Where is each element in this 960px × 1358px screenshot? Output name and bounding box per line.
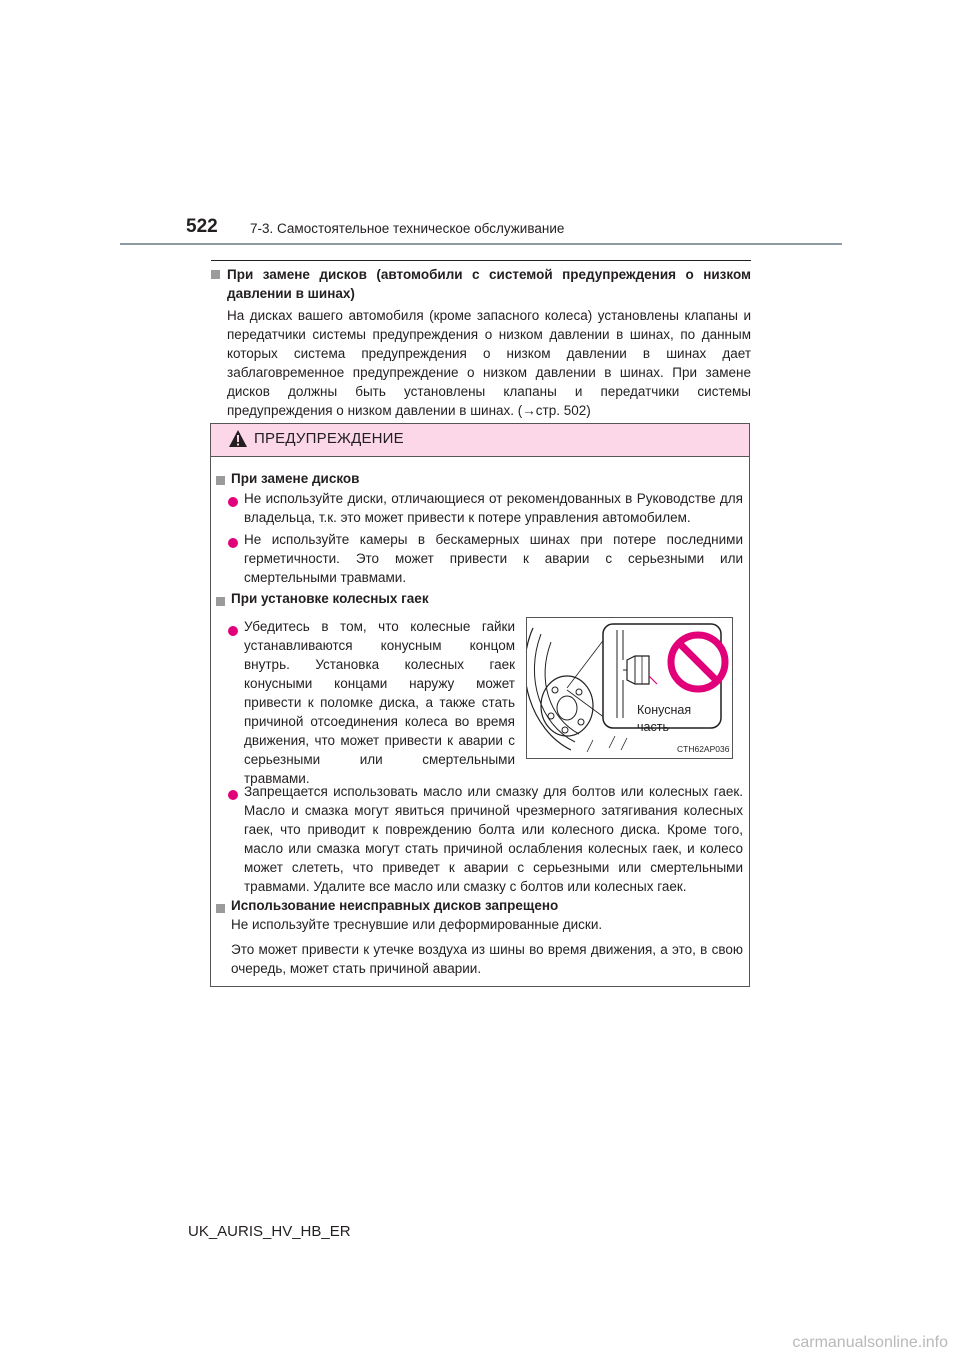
s3-p2-line: очередь, может стать причиной аварии. — [231, 961, 482, 976]
s2-b2-line: Масло и смазка могут явиться причиной чрезмерного затягивания колесных — [244, 803, 743, 818]
page-number: 522 — [186, 216, 218, 237]
warning-triangle-icon — [228, 429, 248, 453]
s2-b1-dot — [228, 623, 238, 641]
intro-body-line: передатчики системы предупреждения о низком давлении в шинах, по данным — [227, 327, 751, 342]
s3-paragraph-2 — [231, 940, 743, 978]
s1-b1-line: владельца, т.к. это может привести к потере управления автомобилем. — [244, 510, 691, 525]
s3-heading: Использование неисправных дисков запрещено — [231, 898, 559, 913]
s2-b2-line: Запрещается использовать масло или смазку для болтов или колесных гаек. — [244, 784, 743, 799]
watermark: carmanualsonline.info — [792, 1334, 948, 1351]
intro-body-line: На дисках вашего автомобиля (кроме запасного колеса) установлены клапаны и — [227, 308, 751, 323]
s2-square-bullet — [216, 594, 231, 612]
figure-label-line-1: Конусная — [637, 703, 692, 717]
s1-b1-line: Не используйте диски, отличающиеся от рекомендованных в Руководстве для — [244, 491, 743, 506]
s1-b2-line: герметичности. Это может привести к аварии с серьезными или — [244, 551, 743, 566]
intro-heading-line-1: При замене дисков (автомобили с системой предупреждения о низком — [227, 267, 751, 282]
s2-b2-line: гаек, что приводит к повреждению болта или колесного диска. Кроме того, — [244, 822, 743, 837]
header-divider — [120, 243, 842, 245]
intro-square-bullet — [211, 267, 226, 285]
figure-code: CTH62AP036 — [677, 744, 730, 754]
content-top-divider — [211, 260, 751, 261]
s1-b2-dot — [228, 535, 238, 553]
figure-label-line-2: часть — [637, 720, 669, 734]
s2-b2-line: масло или смазка могут стать причиной ослабления колесных гаек, и колесо — [244, 841, 743, 856]
s2-bullet-1 — [244, 617, 515, 788]
s2-b2-line: может слететь, что приведет к аварии с серьезными или смертельными — [244, 860, 743, 875]
s1-bullet-1 — [244, 489, 743, 527]
s2-heading: При установке колесных гаек — [231, 591, 429, 606]
s2-b1-line: устанавливаются конусным концом — [244, 638, 515, 653]
s1-b1-dot — [228, 494, 238, 512]
s2-b2-dot — [228, 787, 238, 805]
s3-paragraph-1: Не используйте треснувшие или деформированные диски. — [231, 917, 603, 932]
s3-square-bullet — [216, 901, 231, 919]
s1-b2-line: смертельными травмами. — [244, 570, 407, 585]
s1-square-bullet — [216, 473, 231, 491]
s2-b1-line: привести к поломке диска, а также стать — [244, 695, 515, 710]
s2-b1-line: движения, что может привести к аварии с — [244, 733, 515, 748]
intro-heading-line-2: давлении в шинах) — [227, 286, 355, 301]
section-title: 7-3. Самостоятельное техническое обслуживание — [250, 221, 565, 236]
s1-heading: При замене дисков — [231, 471, 360, 486]
s2-b2-line: травмами. Удалите все масло или смазку с болтов или колесных гаек. — [244, 879, 687, 894]
s2-b1-line: внутрь. Установка колесных гаек — [244, 657, 515, 672]
intro-body-line: которых система предупреждения о низком давлении в шинах дает — [227, 346, 751, 361]
wheel-hub-illustration — [527, 618, 732, 758]
intro-body-line: дисков должны быть установлены клапаны и передатчики системы — [227, 384, 751, 399]
intro-body-line: предупреждения о низком давлении в шинах. (→стр. 502) — [227, 403, 591, 418]
warning-title: ПРЕДУПРЕЖДЕНИЕ — [254, 430, 404, 447]
s2-b1-line: травмами. — [244, 771, 310, 786]
s2-b1-line: конусными концами наружу может — [244, 676, 515, 691]
intro-body-line: заблаговременное предупреждение о низком давлении в шинах. При замене — [227, 365, 751, 380]
s1-b2-line: Не используйте камеры в бескамерных шинах при потере последними — [244, 532, 743, 547]
s3-p2-line: Это может привести к утечке воздуха из шины во время движения, а это, в свою — [231, 942, 743, 957]
wheel-nut-figure — [526, 617, 733, 759]
s2-b1-line: серьезными или смертельными — [244, 752, 515, 767]
s2-b1-line: Убедитесь в том, что колесные гайки — [244, 619, 515, 634]
intro-body — [227, 306, 751, 420]
s1-bullet-2 — [244, 530, 743, 587]
s2-b1-line: причиной отсоединения колеса во время — [244, 714, 515, 729]
document-code: UK_AURIS_HV_HB_ER — [188, 1223, 351, 1240]
s2-bullet-2 — [244, 782, 743, 896]
figure-label — [637, 702, 691, 736]
